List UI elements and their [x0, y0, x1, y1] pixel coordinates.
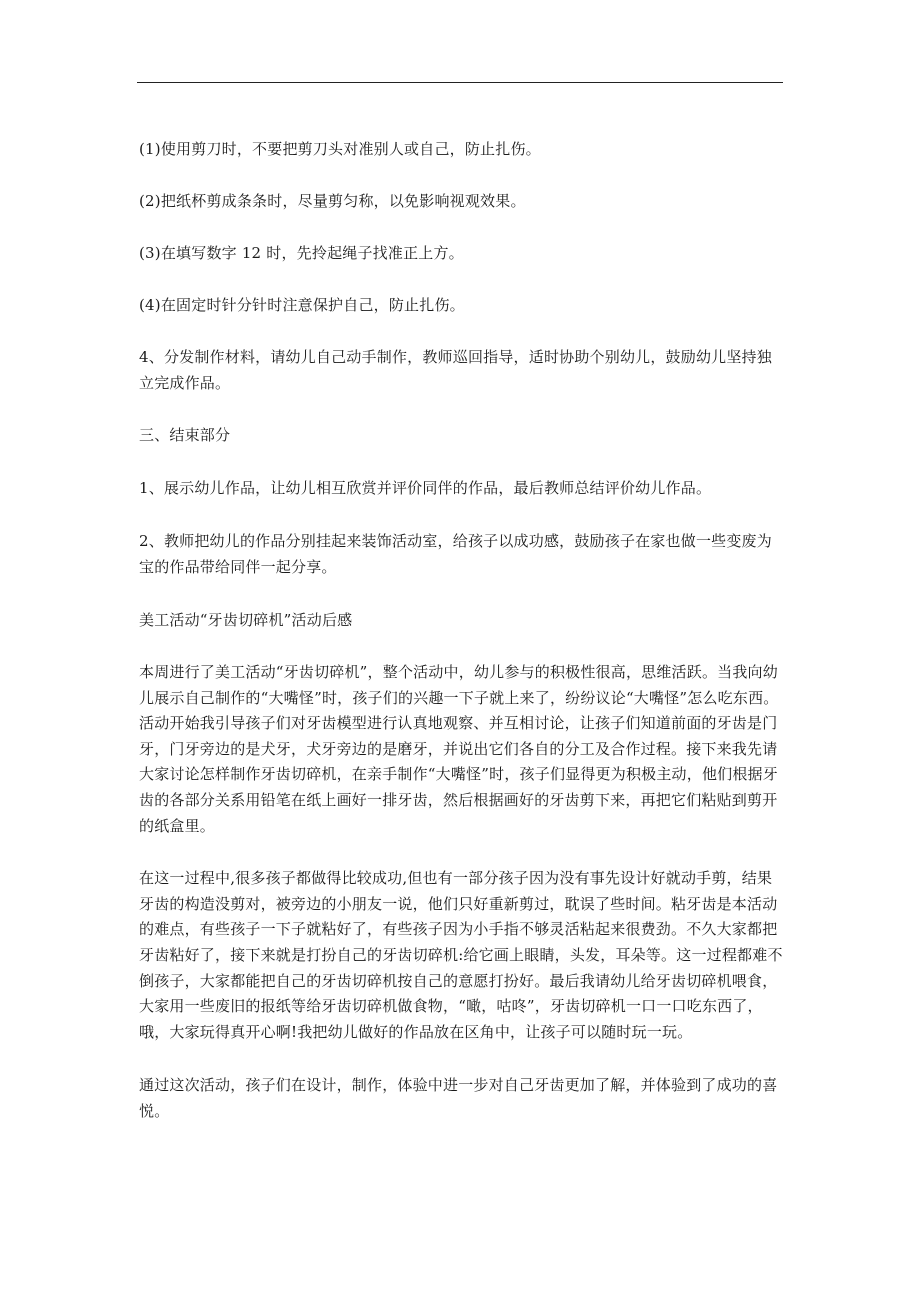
paragraph-reflection-1: 本周进行了美工活动“牙齿切碎机”，整个活动中，幼儿参与的积极性很高，思维活跃。当我向幼儿展示自己制作的“大嘴怪”时，孩子们的兴趣一下子就上来了，纷纷议论“大嘴怪”怎么吃东西。活动开始我引导孩子们对牙齿模型进行认真地观察、并互相讨论，让孩子们知道前面的牙齿是门牙，门牙旁边的是犬牙，犬牙旁边的是磨牙，并说出它们各自的分工及合作过程。接下来我先请大家讨论怎样制作牙齿切碎机，在亲手制作“大嘴怪”时，孩子们显得更为积极主动，他们根据牙齿的各部分关系用铅笔在纸上画好一排牙齿，然后根据画好的牙齿剪下来，再把它们粘贴到剪开的纸盒里。 — [139, 663, 779, 835]
section-heading-ending: 三、结束部分 — [139, 426, 231, 444]
header-rule — [137, 82, 783, 83]
paragraph-fix-hands: (4)在固定时针分针时注意保护自己，防止扎伤。 — [139, 296, 465, 314]
paragraph-distribute-materials: 4、分发制作材料，请幼儿自己动手制作，教师巡回指导，适时协助个别幼儿，鼓励幼儿坚持独立完成作品。 — [139, 348, 772, 392]
paragraph-reflection-2: 在这一过程中,很多孩子都做得比较成功,但也有一部分孩子因为没有事先设计好就动手剪，结果牙齿的构造没剪对，被旁边的小朋友一说，他们只好重新剪过，耽误了些时间。粘牙齿是本活动的难点，有些孩子一下子就粘好了，有些孩子因为小手指不够灵活粘起来很费劲。不久大家都把牙齿粘好了，接下来就是打扮自己的牙齿切碎机:给它画上眼睛，头发，耳朵等。这一过程都难不倒孩子，大家都能把自己的牙齿切碎机按自己的意愿打扮好。最后我请幼儿给牙齿切碎机喂食，大家用一些废旧的报纸等给牙齿切碎机做食物，“噉，咕咚”，牙齿切碎机一口一口吃东西了，哦，大家玩得真开心啊!我把幼儿做好的作品放在区角中，让孩子可以随时玩一玩。 — [139, 869, 783, 1041]
paragraph-scissors-safety: (1)使用剪刀时，不要把剪刀头对准别人或自己，防止扎伤。 — [139, 140, 541, 158]
paragraph-cut-cups: (2)把纸杯剪成条条时，尽量剪匀称，以免影响视观效果。 — [139, 192, 526, 210]
paragraph-decorate-room: 2、教师把幼儿的作品分别挂起来装饰活动室，给孩子以成功感，鼓励孩子在家也做一些变废为宝的作品带给同伴一起分享。 — [139, 532, 772, 576]
paragraph-number-12: (3)在填写数字 12 时，先拎起绳子找准正上方。 — [139, 244, 464, 262]
document-body — [139, 136, 787, 1124]
paragraph-reflection-3: 通过这次活动，孩子们在设计，制作，体验中进一步对自己牙齿更加了解，并体验到了成功的喜悦。 — [139, 1076, 778, 1121]
paragraph-show-works: 1、展示幼儿作品，让幼儿相互欣赏并评价同伴的作品，最后教师总结评价幼儿作品。 — [139, 479, 712, 497]
reflection-title: 美工活动“牙齿切碎机”活动后感 — [139, 611, 353, 629]
